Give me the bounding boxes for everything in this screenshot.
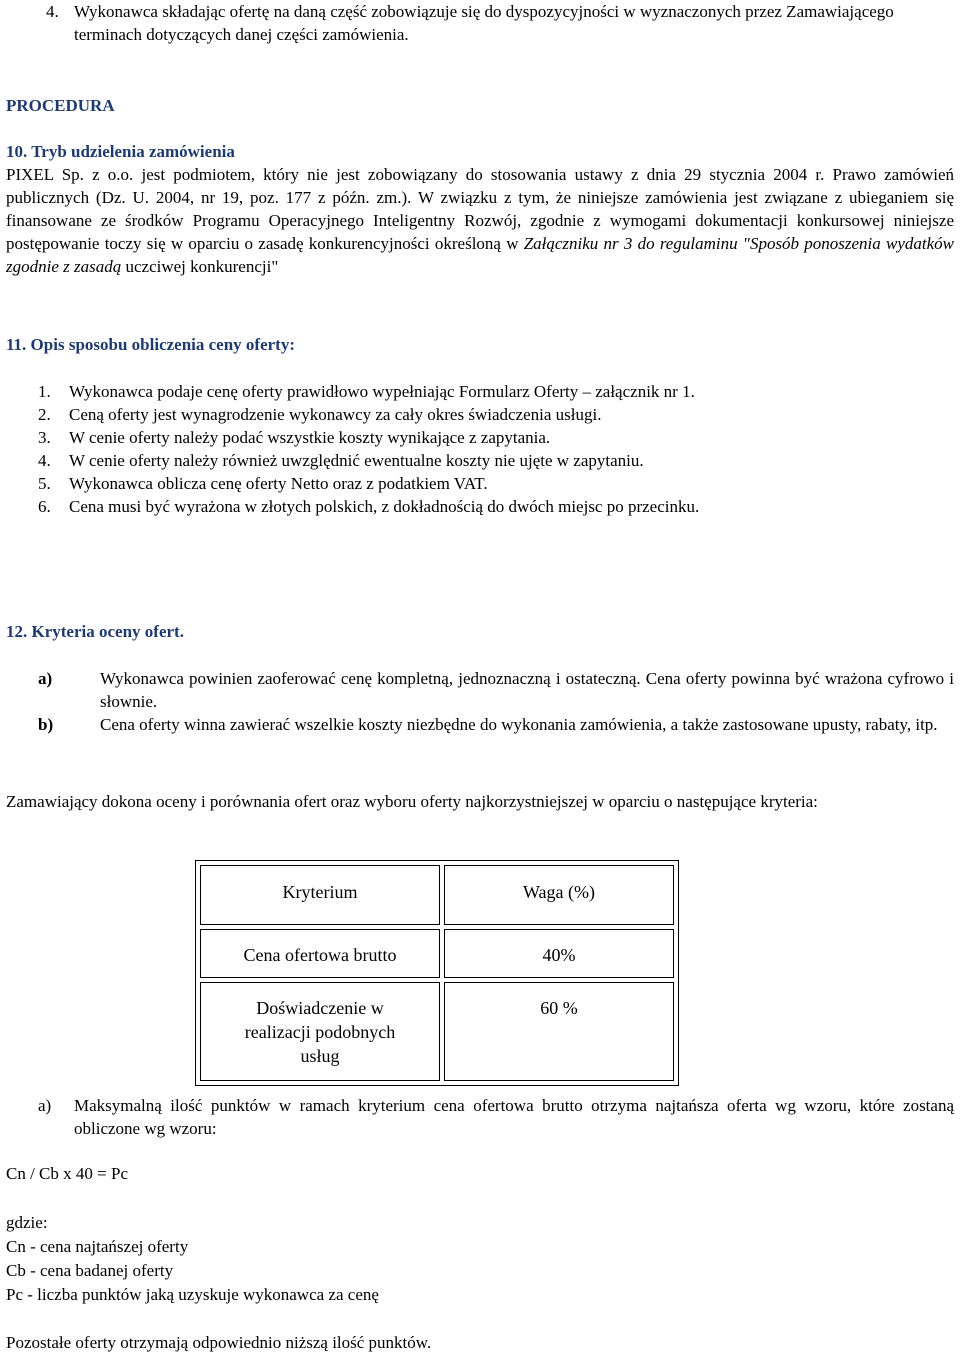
- section-10-paragraph: [6, 163, 954, 278]
- formula-definition: Cb - cena badanej oferty: [6, 1261, 174, 1280]
- scoring-item-letter: a): [38, 1096, 52, 1115]
- list-item: [38, 472, 954, 495]
- list-item-letter: a): [38, 669, 53, 688]
- list-item: [38, 426, 954, 449]
- list-item-text: Cena musi być wyrażona w złotych polskich, z dokładnością do dwóch miejsc po przecinku.: [69, 497, 700, 516]
- list-item-number: 3.: [38, 428, 51, 447]
- section-10-text-start: PIXEL Sp. z o.o. jest podmiotem, który nie jest zobowiązany do stosowania ustawy z dnia 29 stycznia 2004 r. Prawo zamówień publicznych (Dz. U. 2004, nr 19, poz. 177 z późn. zm.). W związku z tym, że niniejsze zamówienia jest związane z ubieganiem się finansowane ze środków Programu Operacyjnego Inteligentny Rozwój, zgodnie z wymogami dokumentacji konkursowej niniejsze postępowanie toczy się w oparciu o zasadę konkurencyjności określoną w: [6, 165, 954, 253]
- list-item-number: 6.: [38, 497, 51, 516]
- scoring-formula: Cn / Cb x 40 = Pc: [6, 1164, 128, 1183]
- table-header-row: [200, 865, 674, 925]
- list-item: [38, 449, 954, 472]
- formula-definition: Pc - liczba punktów jaką uzyskuje wykonawca za cenę: [6, 1285, 379, 1304]
- list-item-text: Ceną oferty jest wynagrodzenie wykonawcy za cały okres świadczenia usługi.: [69, 405, 602, 424]
- intro-item-text: Wykonawca składając ofertę na daną część zobowiązuje się do dyspozycyjności w wyznaczonych przez Zamawiającego terminach dotyczących danej części zamówienia.: [74, 2, 894, 44]
- list-item-number: 2.: [38, 405, 51, 424]
- formula-definition: Cn - cena najtańszej oferty: [6, 1237, 189, 1256]
- list-item-text: W cenie oferty należy również uwzględnić ewentualne koszty nie ujęte w zapytaniu.: [69, 451, 644, 470]
- list-item-text: Wykonawca oblicza cenę oferty Netto oraz z podatkiem VAT.: [69, 474, 488, 493]
- section-10-text-end: uczciwej konkurencji": [121, 257, 279, 276]
- section-10-text-italic: Załączniku nr 3 do regulaminu "Sposób ponoszenia wydatków zgodnie z zasadą: [6, 234, 954, 276]
- list-item-text: W cenie oferty należy podać wszystkie koszty wynikające z zapytania.: [69, 428, 551, 447]
- list-item-text: Wykonawca podaje cenę oferty prawidłowo wypełniając Formularz Oferty – załącznik nr 1.: [69, 382, 695, 401]
- list-item: [38, 403, 954, 426]
- scoring-item-text: Maksymalną ilość punktów w ramach kryterium cena ofertowa brutto otrzyma najtańsza oferta wg wzoru, które zostaną obliczone wg wzoru:: [74, 1096, 954, 1138]
- list-item-number: 1.: [38, 382, 51, 401]
- intro-list-item: [46, 0, 954, 46]
- list-item: [38, 667, 954, 713]
- table-row: [200, 982, 674, 1081]
- table-row: [200, 929, 674, 978]
- list-item-number: 5.: [38, 474, 51, 493]
- section-12-heading: 12. Kryteria oceny ofert.: [6, 622, 184, 641]
- list-item: [38, 713, 954, 736]
- section-12-list: [38, 667, 954, 736]
- table-cell: 40%: [444, 929, 674, 978]
- criteria-table: [195, 860, 679, 1086]
- table-cell: Doświadczenie w realizacji podobnych usług: [200, 982, 440, 1081]
- section-10-heading: 10. Tryb udzielenia zamówienia: [6, 142, 235, 161]
- list-item: [38, 495, 954, 518]
- criteria-intro: Zamawiający dokona oceny i porównania ofert oraz wyboru oferty najkorzystniejszej w oparciu o następujące kryteria:: [6, 792, 818, 811]
- table-header-cell: Waga (%): [444, 865, 674, 925]
- table-cell: 60 %: [444, 982, 674, 1081]
- table-cell: Cena ofertowa brutto: [200, 929, 440, 978]
- list-item: [38, 380, 954, 403]
- list-item-letter: b): [38, 715, 54, 734]
- section-11-heading: 11. Opis sposobu obliczenia ceny oferty:: [6, 335, 296, 354]
- formula-where-label: gdzie:: [6, 1213, 48, 1232]
- list-item-number: 4.: [38, 451, 51, 470]
- procedure-title: PROCEDURA: [6, 96, 115, 115]
- intro-item-number: 4.: [46, 2, 59, 21]
- section-11-list: [38, 380, 954, 518]
- scoring-item: [38, 1094, 954, 1140]
- table-header-cell: Kryterium: [200, 865, 440, 925]
- list-item-text: Wykonawca powinien zaoferować cenę kompletną, jednoznaczną i ostateczną. Cena oferty powinna być wrażona cyfrowo i słownie.: [100, 669, 954, 711]
- closing-note: Pozostałe oferty otrzymają odpowiednio niższą ilość punktów.: [6, 1333, 432, 1352]
- list-item-text: Cena oferty winna zawierać wszelkie koszty niezbędne do wykonania zamówienia, a także zastosowane upusty, rabaty, itp.: [100, 715, 938, 734]
